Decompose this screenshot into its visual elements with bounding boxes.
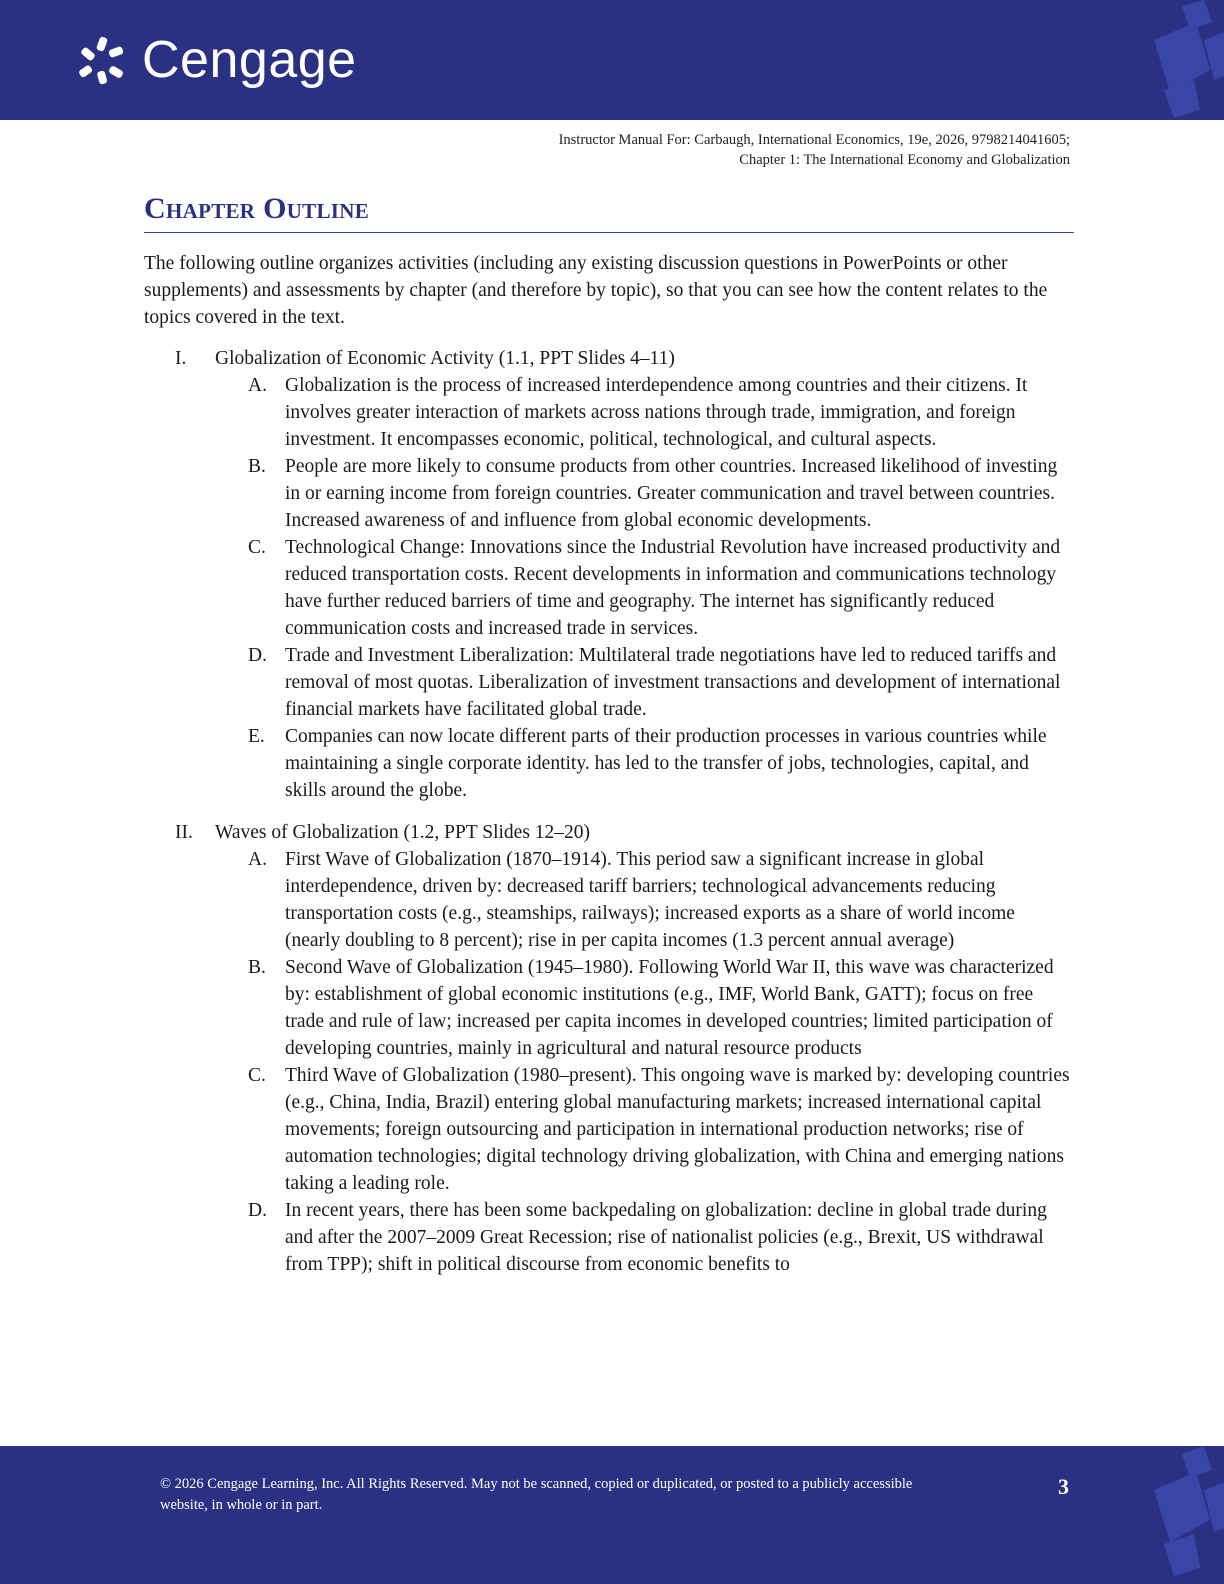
header-band	[0, 0, 1224, 120]
section-label: Globalization of Economic Activity (1.1, PPT Slides 4–11)	[215, 348, 675, 369]
outline-item	[144, 1197, 1074, 1278]
outline-item	[144, 372, 1074, 453]
meta-line-book: Instructor Manual For: Carbaugh, International Economics, 19e, 2026, 9798214041605;	[558, 132, 1070, 148]
item-text: Technological Change: Innovations since the Industrial Revolution have increased productivity and reduced transportation costs. Recent developments in information and communications technology have further reduced barriers of time and geography. The internet has significantly reduced communication costs and increased trade in services.	[285, 537, 1061, 639]
outline-section	[144, 819, 1074, 1278]
item-text: First Wave of Globalization (1870–1914). This period saw a significant increase in global interdependence, driven by: decreased tariff barriers; technological advancements reducing transportation costs (e.g., steamships, railways); increased exports as a share of world income (nearly doubling to 8 percent); rise in per capita incomes (1.3 percent annual average)	[285, 849, 1015, 951]
meta-line-chapter: Chapter 1: The International Economy and Globalization	[739, 152, 1070, 168]
outline-item	[144, 453, 1074, 534]
section-label: Waves of Globalization (1.2, PPT Slides 12–20)	[215, 822, 591, 843]
section-heading	[144, 345, 1074, 372]
item-text: Second Wave of Globalization (1945–1980). Following World War II, this wave was characterized by: establishment of global economic institutions (e.g., IMF, World Bank, GATT); focus on free trade and rule of law; increased per capita incomes in developed countries; limited participation of developing countries, mainly in agricultural and natural resource products	[285, 957, 1054, 1059]
copyright-notice: © 2026 Cengage Learning, Inc. All Rights Reserved. May not be scanned, copied or duplicated, or posted to a publicly accessible website, in whole or in part.	[160, 1476, 913, 1513]
cengage-logo[interactable]	[74, 30, 357, 90]
decorative-shapes-icon	[1134, 1446, 1224, 1584]
chapter-outline	[144, 345, 1074, 1293]
item-letter: D.	[248, 645, 267, 666]
outline-item	[144, 846, 1074, 954]
outline-item	[144, 723, 1074, 804]
item-letter: A.	[248, 849, 267, 870]
section-number: I.	[175, 348, 187, 369]
outline-item	[144, 954, 1074, 1062]
item-text: Companies can now locate different parts of their production processes in various countries while maintaining a single corporate identity. has led to the transfer of jobs, technologies, capital, and skills around the globe.	[285, 726, 1047, 801]
outline-item	[144, 642, 1074, 723]
item-text: Trade and Investment Liberalization: Multilateral trade negotiations have led to reduced tariffs and removal of most quotas. Liberalization of investment transactions and development of international financial markets have facilitated global trade.	[285, 645, 1061, 720]
section-heading	[144, 819, 1074, 846]
item-letter: B.	[248, 456, 266, 477]
item-letter: D.	[248, 1200, 267, 1221]
document-meta	[559, 130, 1070, 170]
decorative-shapes-icon	[1134, 0, 1224, 120]
item-letter: A.	[248, 375, 267, 396]
brand-name: Cengage	[142, 31, 357, 89]
item-letter: E.	[248, 726, 265, 747]
intro-paragraph: The following outline organizes activities (including any existing discussion questions in PowerPoints or other supplements) and assessments by chapter (and therefore by topic), so that you can see how the content relates to the topics covered in the text.	[144, 253, 1048, 328]
item-text: Globalization is the process of increased interdependence among countries and their citizens. It involves greater interaction of markets across nations through trade, immigration, and foreign investment. It encompasses economic, political, technological, and cultural aspects.	[285, 375, 1028, 450]
item-text: Third Wave of Globalization (1980–present). This ongoing wave is marked by: developing countries (e.g., China, India, Brazil) entering global manufacturing markets; increased international capital movements; foreign outsourcing and participation in international production networks; rise of automation technologies; digital technology driving globalization, with China and emerging nations taking a leading role.	[285, 1065, 1070, 1194]
item-letter: B.	[248, 957, 266, 978]
page-number: 3	[1058, 1474, 1069, 1499]
item-text: People are more likely to consume products from other countries. Increased likelihood of investing in or earning income from foreign countries. Greater communication and travel between countries. Increased awareness of and influence from global economic developments.	[285, 456, 1058, 531]
page-title: Chapter Outline	[144, 192, 1074, 233]
item-text: In recent years, there has been some backpedaling on globalization: decline in global trade during and after the 2007–2009 Great Recession; rise of nationalist policies (e.g., Brexit, US withdrawal from TPP); shift in political discourse from economic benefits to	[285, 1200, 1047, 1275]
outline-item	[144, 534, 1074, 642]
outline-section	[144, 345, 1074, 804]
section-number: II.	[175, 822, 193, 843]
outline-item	[144, 1062, 1074, 1197]
cengage-logo-icon	[74, 31, 132, 89]
item-letter: C.	[248, 537, 266, 558]
item-letter: C.	[248, 1065, 266, 1086]
